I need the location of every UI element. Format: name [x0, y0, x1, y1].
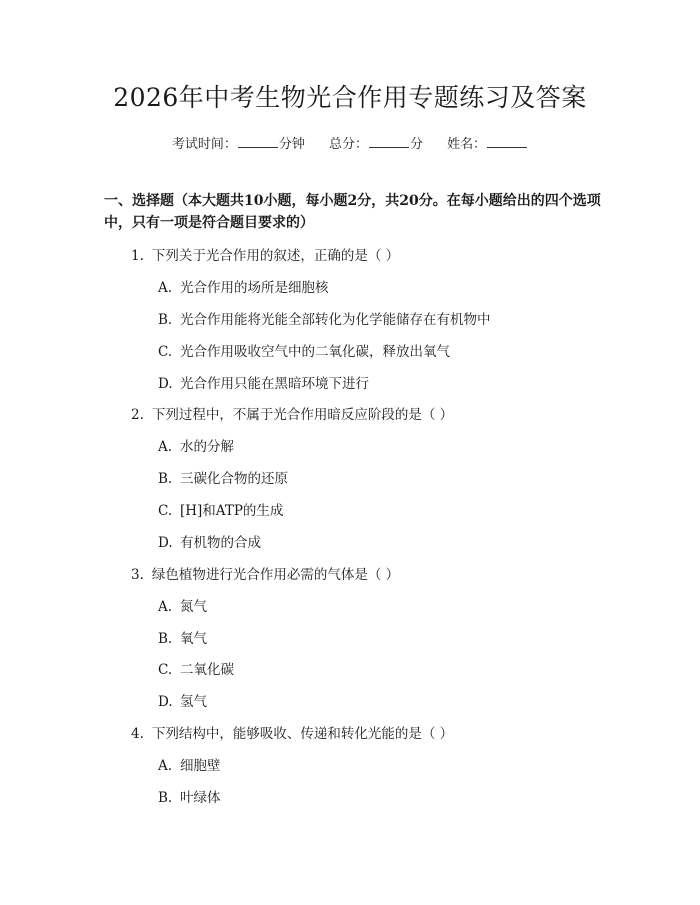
- option-2a: [158, 435, 234, 455]
- option-text: 水的分解: [180, 439, 234, 455]
- option-text: 光合作用能将光能全部转化为化学能储存在有机物中: [180, 312, 491, 328]
- student-name-label: 姓名：: [447, 137, 487, 152]
- question-text: 下列结构中，能够吸收、传递和转化光能的是（ ）: [151, 726, 454, 742]
- question-number: 1.: [131, 248, 144, 264]
- option-text: 氧气: [180, 631, 207, 647]
- total-score-label: 总分：: [328, 137, 368, 152]
- exam-time-blank[interactable]: [238, 136, 278, 148]
- option-text: 氮气: [180, 599, 207, 615]
- option-text: [H]和ATP的生成: [180, 503, 284, 519]
- question-2: [131, 403, 453, 423]
- option-letter: B.: [158, 471, 173, 487]
- option-text: 有机物的合成: [180, 535, 261, 551]
- student-name-blank[interactable]: [487, 136, 527, 148]
- option-2c: [158, 499, 283, 519]
- option-3d: [158, 690, 207, 710]
- option-letter: B.: [158, 312, 173, 328]
- option-letter: B.: [158, 790, 173, 806]
- student-name-field: [447, 133, 528, 152]
- question-number: 4.: [131, 726, 144, 742]
- option-letter: D.: [158, 535, 173, 551]
- total-score-unit: 分: [410, 137, 424, 152]
- option-text: 光合作用吸收空气中的二氧化碳，释放出氧气: [180, 344, 450, 360]
- option-letter: A.: [158, 599, 173, 615]
- option-3b: [158, 627, 207, 647]
- option-text: 二氧化碳: [180, 662, 234, 678]
- question-4: [131, 722, 453, 742]
- option-1c: [158, 340, 450, 360]
- option-3c: [158, 658, 234, 678]
- option-1d: [158, 372, 369, 392]
- exam-time-field: [172, 133, 305, 152]
- option-text: 氢气: [180, 694, 207, 710]
- question-text: 绿色植物进行光合作用必需的气体是（ ）: [151, 567, 400, 583]
- option-letter: C.: [158, 662, 173, 678]
- question-1: [131, 244, 399, 264]
- option-letter: A.: [158, 280, 173, 296]
- option-letter: A.: [158, 758, 173, 774]
- question-number: 2.: [131, 407, 144, 423]
- option-4a: [158, 754, 221, 774]
- option-letter: D.: [158, 376, 173, 392]
- question-number: 3.: [131, 567, 144, 583]
- total-score-field: [329, 133, 423, 152]
- option-letter: D.: [158, 694, 173, 710]
- option-text: 光合作用的场所是细胞核: [180, 280, 329, 296]
- exam-time-label: 考试时间：: [171, 137, 237, 152]
- option-2b: [158, 467, 288, 487]
- option-text: 细胞壁: [180, 758, 221, 774]
- option-text: 光合作用只能在黑暗环境下进行: [180, 376, 369, 392]
- option-4b: [158, 786, 221, 806]
- question-3: [131, 563, 399, 583]
- exam-time-unit: 分钟: [278, 137, 305, 152]
- option-text: 叶绿体: [180, 790, 221, 806]
- option-letter: A.: [158, 439, 173, 455]
- question-text: 下列过程中，不属于光合作用暗反应阶段的是（ ）: [151, 407, 454, 423]
- question-text: 下列关于光合作用的叙述，正确的是（ ）: [151, 248, 400, 264]
- option-1b: [158, 308, 491, 328]
- option-letter: C.: [158, 503, 173, 519]
- exam-info-line: [0, 133, 700, 152]
- option-1a: [158, 276, 329, 296]
- total-score-blank[interactable]: [369, 136, 409, 148]
- option-2d: [158, 531, 261, 551]
- option-letter: C.: [158, 344, 173, 360]
- option-letter: B.: [158, 631, 173, 647]
- document-title: 2026年中考生物光合作用专题练习及答案: [113, 83, 587, 112]
- section-heading: 一、选择题（本大题共10小题，每小题2分，共20分。在每小题给出的四个选项中，只有一项是符合题目要求的）: [104, 193, 601, 231]
- option-text: 三碳化合物的还原: [180, 471, 288, 487]
- option-3a: [158, 595, 207, 615]
